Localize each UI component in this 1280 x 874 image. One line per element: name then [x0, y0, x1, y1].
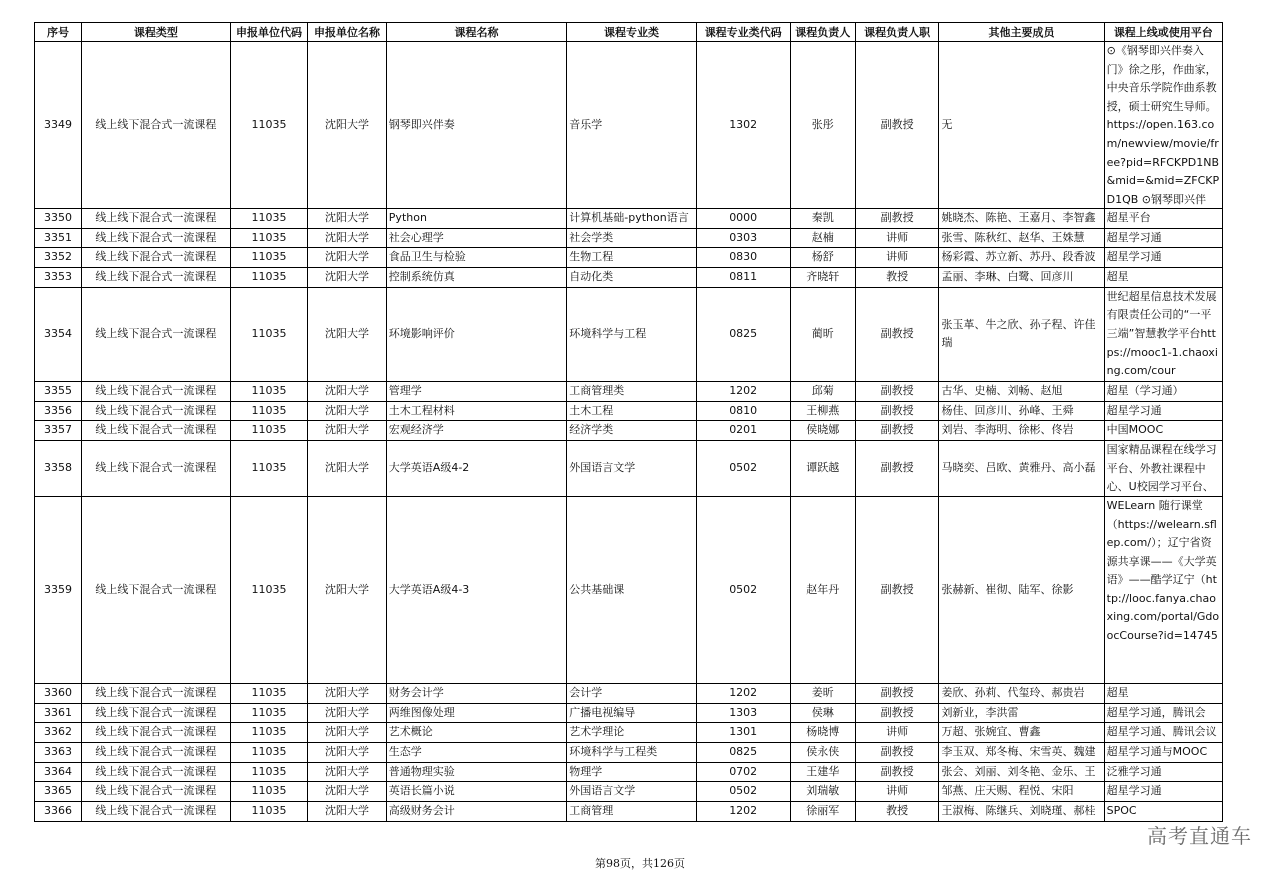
cell-course-name: 土木工程材料	[386, 401, 566, 421]
course-table	[34, 22, 1223, 822]
cell-course-name: 环境影响评价	[386, 287, 566, 381]
cell-unit-code: 11035	[230, 743, 308, 763]
header-unit-name: 申报单位名称	[308, 23, 387, 42]
cell-seq: 3364	[35, 762, 82, 782]
cell-leader-title: 副教授	[855, 421, 939, 441]
cell-course-type: 线上线下混合式一流课程	[81, 401, 230, 421]
cell-course-type: 线上线下混合式一流课程	[81, 381, 230, 401]
cell-seq: 3353	[35, 268, 82, 288]
cell-course-type: 线上线下混合式一流课程	[81, 762, 230, 782]
table-row	[35, 743, 1223, 763]
cell-unit-code: 11035	[230, 703, 308, 723]
cell-unit-code: 11035	[230, 209, 308, 229]
cell-course-type: 线上线下混合式一流课程	[81, 287, 230, 381]
cell-course-type: 线上线下混合式一流课程	[81, 802, 230, 822]
cell-leader-title: 副教授	[855, 762, 939, 782]
cell-major-code: 0702	[696, 762, 790, 782]
table-row	[35, 268, 1223, 288]
cell-major-class: 环境科学与工程类	[567, 743, 697, 763]
cell-seq: 3350	[35, 209, 82, 229]
header-leader-title: 课程负责人职	[855, 23, 939, 42]
cell-major-class: 艺术学理论	[567, 723, 697, 743]
cell-unit-code: 11035	[230, 287, 308, 381]
cell-platform: 超星学习通	[1104, 228, 1222, 248]
cell-leader: 侯晓娜	[790, 421, 855, 441]
cell-major-code: 1302	[696, 42, 790, 209]
table-row	[35, 401, 1223, 421]
table-row	[35, 703, 1223, 723]
cell-major-code: 1202	[696, 381, 790, 401]
cell-platform: 超星平台	[1104, 209, 1222, 229]
cell-unit-code: 11035	[230, 683, 308, 703]
cell-unit-code: 11035	[230, 401, 308, 421]
cell-major-class: 工商管理	[567, 802, 697, 822]
cell-unit-name: 沈阳大学	[308, 248, 387, 268]
cell-unit-name: 沈阳大学	[308, 496, 387, 683]
cell-seq: 3356	[35, 401, 82, 421]
cell-platform: 超星学习通	[1104, 248, 1222, 268]
cell-leader: 姜昕	[790, 683, 855, 703]
header-seq: 序号	[35, 23, 82, 42]
table-row	[35, 782, 1223, 802]
cell-members: 李玉双、郑冬梅、宋雪英、魏建	[939, 743, 1104, 763]
cell-leader-title: 副教授	[855, 440, 939, 496]
cell-unit-name: 沈阳大学	[308, 42, 387, 209]
cell-leader: 杨晓博	[790, 723, 855, 743]
cell-seq: 3360	[35, 683, 82, 703]
cell-leader: 侯永侠	[790, 743, 855, 763]
table-row	[35, 802, 1223, 822]
cell-seq: 3366	[35, 802, 82, 822]
cell-unit-code: 11035	[230, 762, 308, 782]
cell-major-class: 广播电视编导	[567, 703, 697, 723]
header-major-class: 课程专业类	[567, 23, 697, 42]
cell-platform: 超星学习通	[1104, 401, 1222, 421]
cell-unit-name: 沈阳大学	[308, 440, 387, 496]
cell-seq: 3361	[35, 703, 82, 723]
cell-unit-name: 沈阳大学	[308, 287, 387, 381]
cell-leader: 齐晓轩	[790, 268, 855, 288]
cell-leader-title: 副教授	[855, 381, 939, 401]
cell-unit-name: 沈阳大学	[308, 703, 387, 723]
cell-platform: 超星学习通、腾讯会议	[1104, 723, 1222, 743]
cell-seq: 3363	[35, 743, 82, 763]
cell-leader: 王建华	[790, 762, 855, 782]
cell-major-class: 自动化类	[567, 268, 697, 288]
cell-major-code: 0303	[696, 228, 790, 248]
cell-unit-code: 11035	[230, 496, 308, 683]
platform-text: ⊙《钢琴即兴伴奏入门》徐之彤，作曲家，中央音乐学院作曲系教授，硕士研究生导师。https://open.163.com/newview/movie/free?pid=RFCKPD1NB&mid=&mid=ZFCKPD1QB ⊙钢琴即兴伴	[1106, 44, 1220, 206]
cell-course-name: 大学英语A级4-3	[386, 496, 566, 683]
cell-major-code: 0811	[696, 268, 790, 288]
cell-leader-title: 副教授	[855, 683, 939, 703]
cell-major-code: 0201	[696, 421, 790, 441]
cell-leader: 秦凯	[790, 209, 855, 229]
cell-leader-title: 讲师	[855, 782, 939, 802]
cell-major-class: 公共基础课	[567, 496, 697, 683]
cell-unit-name: 沈阳大学	[308, 782, 387, 802]
cell-unit-name: 沈阳大学	[308, 683, 387, 703]
cell-major-class: 土木工程	[567, 401, 697, 421]
cell-course-name: 英语长篇小说	[386, 782, 566, 802]
table-row	[35, 440, 1223, 496]
cell-unit-name: 沈阳大学	[308, 802, 387, 822]
cell-members: 杨佳、回彦川、孙峰、王舜	[939, 401, 1104, 421]
cell-major-code: 0502	[696, 440, 790, 496]
cell-course-name: 食品卫生与检验	[386, 248, 566, 268]
cell-platform: 超星	[1104, 268, 1222, 288]
cell-members: 刘新业，李洪雷	[939, 703, 1104, 723]
cell-unit-code: 11035	[230, 782, 308, 802]
cell-members: 张玉革、牛之欣、孙子程、许佳瑞	[939, 287, 1104, 381]
cell-course-type: 线上线下混合式一流课程	[81, 42, 230, 209]
header-major-code: 课程专业类代码	[696, 23, 790, 42]
cell-leader-title: 讲师	[855, 723, 939, 743]
cell-course-name: 普通物理实验	[386, 762, 566, 782]
header-row	[35, 23, 1223, 42]
course-table-container	[34, 22, 1223, 822]
table-body	[35, 42, 1223, 822]
cell-members: 张雪、陈秋红、赵华、王姝慧	[939, 228, 1104, 248]
cell-seq: 3355	[35, 381, 82, 401]
header-unit-code: 申报单位代码	[230, 23, 308, 42]
cell-unit-name: 沈阳大学	[308, 762, 387, 782]
cell-leader: 王柳燕	[790, 401, 855, 421]
cell-seq: 3351	[35, 228, 82, 248]
platform-text: 世纪超星信息技术发展有限责任公司的“一平三端”智慧教学平台https://mooc1-1.chaoxing.com/cour	[1106, 289, 1218, 378]
cell-seq: 3352	[35, 248, 82, 268]
cell-unit-code: 11035	[230, 381, 308, 401]
cell-unit-name: 沈阳大学	[308, 743, 387, 763]
cell-leader-title: 教授	[855, 268, 939, 288]
table-row	[35, 683, 1223, 703]
cell-course-type: 线上线下混合式一流课程	[81, 209, 230, 229]
cell-seq: 3354	[35, 287, 82, 381]
cell-platform	[1104, 440, 1222, 496]
cell-seq: 3359	[35, 496, 82, 683]
cell-seq: 3349	[35, 42, 82, 209]
cell-unit-code: 11035	[230, 248, 308, 268]
cell-leader: 蔺昕	[790, 287, 855, 381]
cell-course-type: 线上线下混合式一流课程	[81, 440, 230, 496]
cell-leader: 赵楠	[790, 228, 855, 248]
cell-unit-name: 沈阳大学	[308, 268, 387, 288]
cell-course-name: 大学英语A级4-2	[386, 440, 566, 496]
watermark: 高考直通车	[1147, 824, 1252, 848]
header-members: 其他主要成员	[939, 23, 1104, 42]
cell-leader: 侯琳	[790, 703, 855, 723]
cell-leader-title: 副教授	[855, 703, 939, 723]
cell-major-code: 0502	[696, 782, 790, 802]
cell-course-name: 钢琴即兴伴奏	[386, 42, 566, 209]
cell-platform	[1104, 287, 1222, 381]
cell-leader-title: 副教授	[855, 496, 939, 683]
cell-major-class: 经济学类	[567, 421, 697, 441]
cell-major-class: 会计学	[567, 683, 697, 703]
cell-platform: 超星	[1104, 683, 1222, 703]
cell-major-code: 1301	[696, 723, 790, 743]
cell-course-name: Python	[386, 209, 566, 229]
cell-course-name: 宏观经济学	[386, 421, 566, 441]
cell-major-code: 0810	[696, 401, 790, 421]
cell-leader: 谭跃越	[790, 440, 855, 496]
cell-members: 万超、张婉宜、曹鑫	[939, 723, 1104, 743]
cell-course-type: 线上线下混合式一流课程	[81, 743, 230, 763]
header-leader: 课程负责人	[790, 23, 855, 42]
cell-leader: 邱菊	[790, 381, 855, 401]
cell-course-type: 线上线下混合式一流课程	[81, 723, 230, 743]
cell-unit-name: 沈阳大学	[308, 209, 387, 229]
cell-unit-code: 11035	[230, 723, 308, 743]
cell-major-code: 0830	[696, 248, 790, 268]
cell-course-name: 财务会计学	[386, 683, 566, 703]
cell-leader: 赵年丹	[790, 496, 855, 683]
cell-major-class: 音乐学	[567, 42, 697, 209]
cell-course-name: 两维图像处理	[386, 703, 566, 723]
cell-platform: 超星（学习通）	[1104, 381, 1222, 401]
cell-members: 王淑梅、陈继兵、刘晓瑾、郝桂	[939, 802, 1104, 822]
cell-unit-code: 11035	[230, 268, 308, 288]
cell-major-class: 外国语言文学	[567, 440, 697, 496]
cell-leader: 徐丽军	[790, 802, 855, 822]
table-row	[35, 723, 1223, 743]
cell-unit-code: 11035	[230, 421, 308, 441]
cell-major-class: 外国语言文学	[567, 782, 697, 802]
cell-course-name: 艺术概论	[386, 723, 566, 743]
table-row	[35, 496, 1223, 683]
cell-course-name: 控制系统仿真	[386, 268, 566, 288]
cell-platform: SPOC	[1104, 802, 1222, 822]
cell-seq: 3357	[35, 421, 82, 441]
cell-course-type: 线上线下混合式一流课程	[81, 228, 230, 248]
cell-leader: 杨舒	[790, 248, 855, 268]
cell-course-type: 线上线下混合式一流课程	[81, 782, 230, 802]
cell-course-type: 线上线下混合式一流课程	[81, 703, 230, 723]
cell-leader-title: 讲师	[855, 248, 939, 268]
table-row	[35, 762, 1223, 782]
cell-unit-code: 11035	[230, 802, 308, 822]
cell-leader-title: 副教授	[855, 42, 939, 209]
cell-platform: 中国MOOC	[1104, 421, 1222, 441]
header-course-name: 课程名称	[386, 23, 566, 42]
cell-course-type: 线上线下混合式一流课程	[81, 248, 230, 268]
cell-major-code: 1202	[696, 683, 790, 703]
header-course-type: 课程类型	[81, 23, 230, 42]
cell-members: 张会、刘丽、刘冬艳、金乐、王	[939, 762, 1104, 782]
cell-platform: 泛雅学习通	[1104, 762, 1222, 782]
cell-major-code: 0000	[696, 209, 790, 229]
cell-platform: 超星学习通，腾讯会	[1104, 703, 1222, 723]
cell-seq: 3358	[35, 440, 82, 496]
cell-unit-name: 沈阳大学	[308, 381, 387, 401]
cell-major-class: 生物工程	[567, 248, 697, 268]
cell-platform: 超星学习通与MOOC	[1104, 743, 1222, 763]
table-row	[35, 287, 1223, 381]
cell-leader-title: 副教授	[855, 287, 939, 381]
cell-course-name: 生态学	[386, 743, 566, 763]
cell-unit-code: 11035	[230, 440, 308, 496]
table-row	[35, 209, 1223, 229]
cell-members: 邹燕、庄天赐、程悦、宋阳	[939, 782, 1104, 802]
cell-major-code: 1202	[696, 802, 790, 822]
cell-unit-code: 11035	[230, 42, 308, 209]
table-row	[35, 421, 1223, 441]
cell-leader-title: 副教授	[855, 743, 939, 763]
cell-course-type: 线上线下混合式一流课程	[81, 683, 230, 703]
cell-seq: 3362	[35, 723, 82, 743]
cell-major-code: 0825	[696, 743, 790, 763]
cell-members: 无	[939, 42, 1104, 209]
cell-major-class: 工商管理类	[567, 381, 697, 401]
cell-unit-name: 沈阳大学	[308, 723, 387, 743]
cell-members: 孟丽、李琳、白鹭、回彦川	[939, 268, 1104, 288]
cell-course-name: 高级财务会计	[386, 802, 566, 822]
cell-members: 姜欣、孙莉、代玺玲、郝贵岩	[939, 683, 1104, 703]
cell-members: 杨彩霞、苏立新、苏丹、段香波	[939, 248, 1104, 268]
platform-text: 国家精品课程在线学习平台、外教社课程中心、U校园学习平台、	[1106, 442, 1217, 494]
header-platform: 课程上线或使用平台	[1104, 23, 1222, 42]
cell-members: 张赫新、崔彻、陆军、徐影	[939, 496, 1104, 683]
cell-course-type: 线上线下混合式一流课程	[81, 268, 230, 288]
cell-unit-code: 11035	[230, 228, 308, 248]
cell-unit-name: 沈阳大学	[308, 401, 387, 421]
cell-major-code: 1303	[696, 703, 790, 723]
cell-unit-name: 沈阳大学	[308, 421, 387, 441]
cell-course-type: 线上线下混合式一流课程	[81, 421, 230, 441]
cell-leader-title: 副教授	[855, 401, 939, 421]
cell-major-class: 物理学	[567, 762, 697, 782]
cell-major-class: 环境科学与工程	[567, 287, 697, 381]
table-row	[35, 228, 1223, 248]
cell-platform	[1104, 42, 1222, 209]
cell-leader-title: 副教授	[855, 209, 939, 229]
cell-members: 姚晓杰、陈艳、王嘉月、李智鑫	[939, 209, 1104, 229]
table-row	[35, 381, 1223, 401]
platform-text: WELearn 随行课堂（https://welearn.sflep.com/）；辽宁省资源共享课——《大学英语》——酷学辽宁（http://looc.fanya.chaoxing.com/portal/GdoocCourse?id=14745	[1106, 498, 1220, 643]
cell-platform: 超星学习通	[1104, 782, 1222, 802]
cell-course-type: 线上线下混合式一流课程	[81, 496, 230, 683]
cell-unit-name: 沈阳大学	[308, 228, 387, 248]
table-row	[35, 42, 1223, 209]
cell-leader-title: 讲师	[855, 228, 939, 248]
cell-course-name: 社会心理学	[386, 228, 566, 248]
cell-major-code: 0502	[696, 496, 790, 683]
cell-platform	[1104, 496, 1222, 683]
cell-leader: 刘瑞敏	[790, 782, 855, 802]
cell-major-code: 0825	[696, 287, 790, 381]
cell-major-class: 计算机基础-python语言	[567, 209, 697, 229]
cell-leader-title: 教授	[855, 802, 939, 822]
cell-course-name: 管理学	[386, 381, 566, 401]
cell-seq: 3365	[35, 782, 82, 802]
cell-members: 刘岩、李海明、徐彬、佟岩	[939, 421, 1104, 441]
cell-members: 马晓奕、吕欧、黄雅丹、高小磊	[939, 440, 1104, 496]
cell-leader: 张彤	[790, 42, 855, 209]
page-footer: 第98页，共126页	[595, 857, 685, 870]
cell-members: 古华、史楠、刘畅、赵旭	[939, 381, 1104, 401]
cell-major-class: 社会学类	[567, 228, 697, 248]
table-row	[35, 248, 1223, 268]
